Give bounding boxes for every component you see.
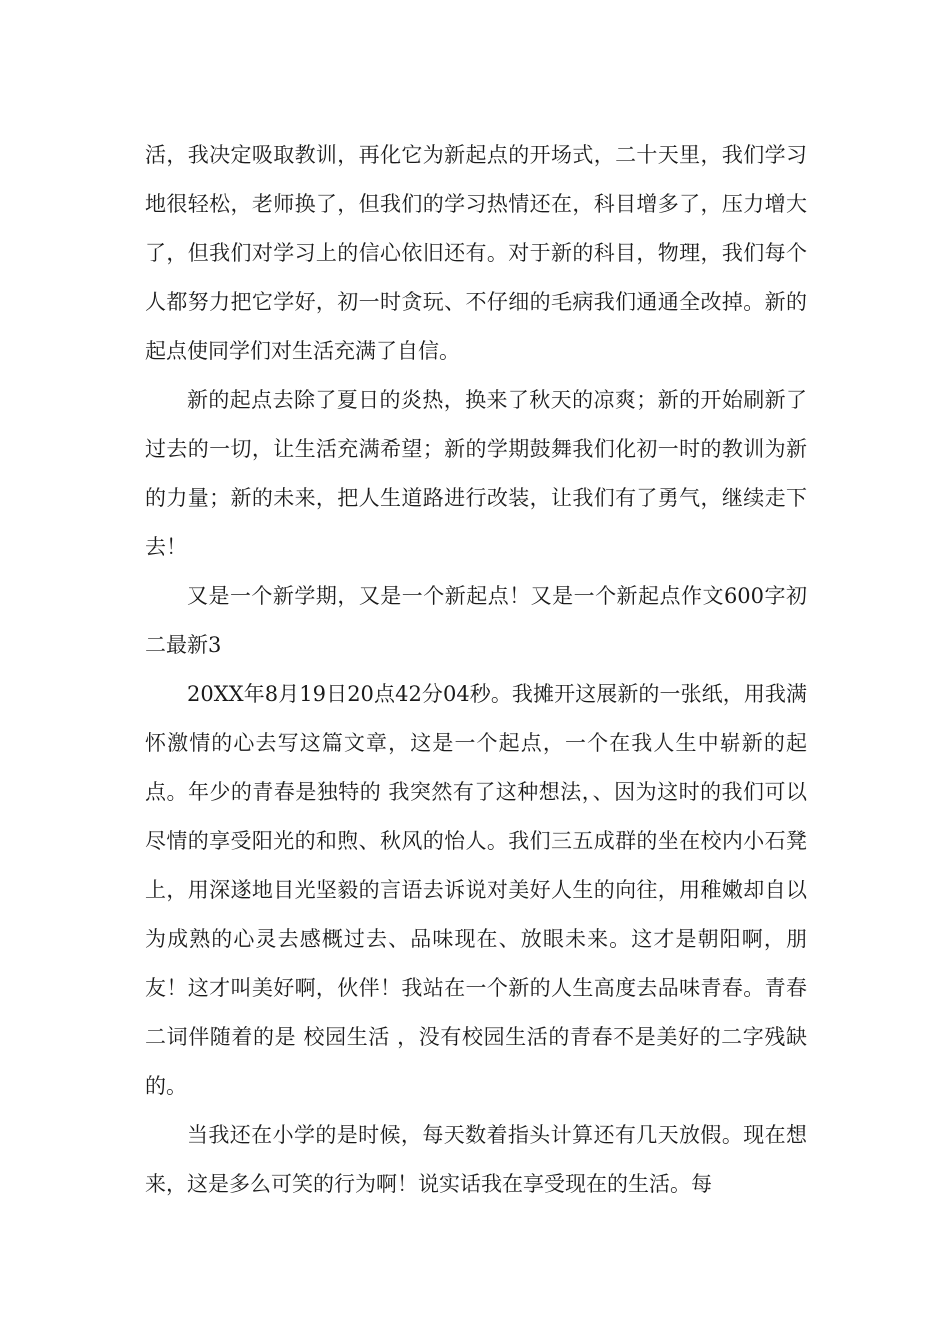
- paragraph-2: 新的起点去除了夏日的炎热，换来了秋天的凉爽；新的开始刷新了过去的一切，让生活充满希望；新的学期鼓舞我们化初一时的教训为新的力量；新的未来，把人生道路进行改装，让我们有了勇气，继续走下去！: [145, 388, 807, 559]
- document-body: [145, 131, 807, 1209]
- paragraph-5: 当我还在小学的是时候，每天数着指头计算还有几天放假。现在想来，这是多么可笑的行为啊！说实话我在享受现在的生活。每: [145, 1123, 807, 1196]
- paragraph-4: 20XX年8月19日20点42分04秒。我摊开这展新的一张纸，用我满怀激情的心去写这篇文章，这是一个起点，一个在我人生中崭新的起点。年少的青春是独特的 我突然有了这种想法，、因为这时的我们可以尽情的享受阳光的和煦、秋风的怡人。我们三五成群的坐在校内小石凳上，用深遂地目光坚毅的言语去诉说对美好人生的向往，用稚嫩却自以为成熟的心灵去感概过去、品味现在、放眼未来。这才是朝阳啊，朋友！这才叫美好啊，伙伴！我站在一个新的人生高度去品味青春。青春二词伴随着的是 校园生活 ，没有校园生活的青春不是美好的二字残缺的。: [145, 682, 807, 1098]
- paragraph-1: 活，我决定吸取教训，再化它为新起点的开场式，二十天里，我们学习地很轻松，老师换了，但我们的学习热情还在，科目增多了，压力增大了，但我们对学习上的信心依旧还有。对于新的科目，物理，我们每个人都努力把它学好，初一时贪玩、不仔细的毛病我们通通全改掉。新的起点使同学们对生活充满了自信。: [145, 143, 807, 363]
- paragraph-3: 又是一个新学期，又是一个新起点！又是一个新起点作文600字初二最新3: [145, 584, 807, 657]
